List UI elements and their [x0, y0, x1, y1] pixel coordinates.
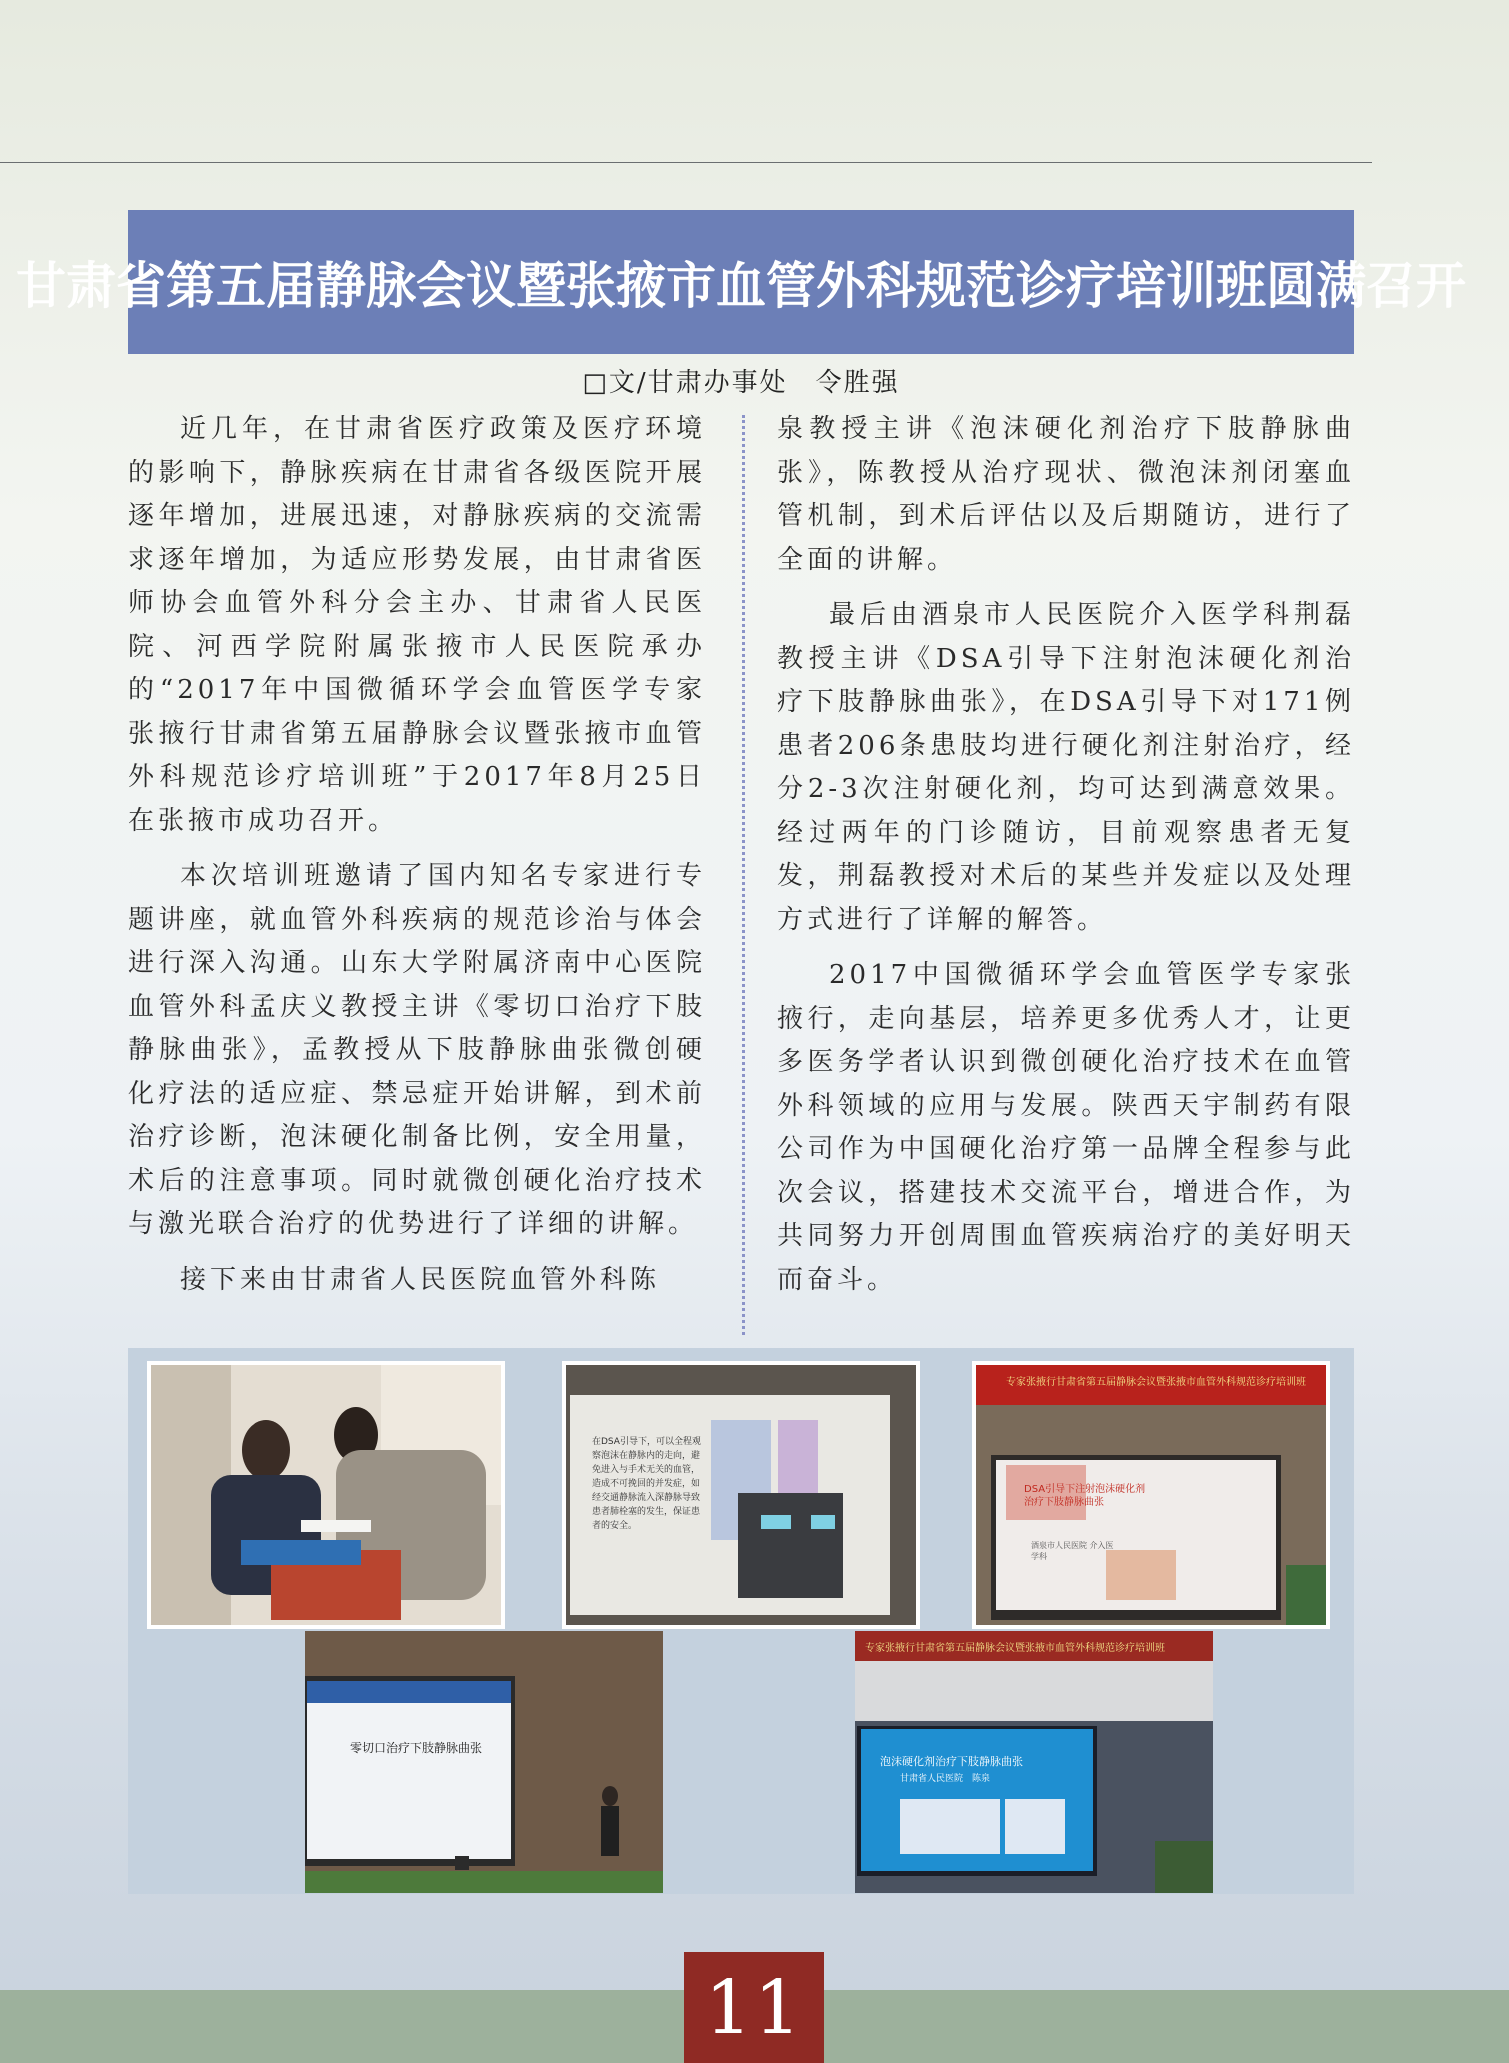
photo-registration — [147, 1361, 505, 1629]
photo-lecture-slide — [305, 1631, 663, 1893]
slide-title-text: 零切口治疗下肢静脉曲张 — [350, 1741, 483, 1755]
photo-auditorium-dsa — [972, 1361, 1330, 1629]
slide-banner-text: 专家张掖行甘肃省第五届静脉会议暨张掖市血管外科规范诊疗培训班 — [865, 1643, 1165, 1654]
lecture-room-image — [305, 1631, 663, 1893]
header-rule — [0, 162, 1372, 163]
paragraph: 接下来由甘肃省人民医院血管外科陈 — [180, 1264, 661, 1295]
photo-panel — [128, 1348, 1354, 1894]
slide-subtitle-text: 甘肃省人民医院 陈泉 — [900, 1774, 991, 1784]
slide-subtitle-text: 酒泉市人民医院 介入医学科 — [1031, 1541, 1114, 1561]
registration-scene-image — [151, 1365, 501, 1625]
page-number-box — [684, 1952, 824, 2063]
slide-bullet-text: 在DSA引导下，可以全程观察泡沫在静脉内的走向，避免进入与手术无关的血管，造成不可挽回的并发症，如经交通静脉流入深静脉导致患者肺栓塞的发生，保证患者的安全。 — [592, 1437, 701, 1531]
photo-foam-slide — [855, 1631, 1213, 1893]
paragraph: 本次培训班邀请了国内知名专家进行专题讲座，就血管外科疾病的规范诊治与体会进行深入沟通。山东大学附属济南中心医院血管外科孟庆义教授主讲《零切口治疗下肢静脉曲张》，孟教授从下肢静脉曲张微创硬化疗法的适应症、禁忌症开始讲解，到术前治疗诊断，泡沫硬化制备比例，安全用量，术后的注意事项。同时就微创硬化治疗技术与激光联合治疗的优势进行了详细的讲解。 — [128, 861, 706, 1239]
paragraph: 近几年，在甘肃省医疗政策及医疗环境的影响下，静脉疾病在甘肃省各级医院开展逐年增加，进展迅速，对静脉疾病的交流需求逐年增加，为适应形势发展，由甘肃省医师协会血管外科分会主办、甘肃省人民医院、河西学院附属张掖市人民医院承办的“2017年中国微循环学会血管医学专家张掖行甘肃省第五届静脉会议暨张掖市血管外科规范诊疗培训班”于2017年8月25日在张掖市成功召开。 — [128, 414, 706, 836]
slide-banner-text: 专家张掖行甘肃省第五届静脉会议暨张掖市血管外科规范诊疗培训班 — [1006, 1377, 1306, 1388]
slide-title-text: 泡沫硬化剂治疗下肢静脉曲张 — [880, 1755, 1023, 1768]
article-title: 甘肃省第五届静脉会议暨张掖市血管外科规范诊疗培训班圆满召开 — [16, 257, 1466, 315]
paragraph: 泉教授主讲《泡沫硬化剂治疗下肢静脉曲张》，陈教授从治疗现状、微泡沫剂闭塞血管机制，到术后评估以及后期随访，进行了全面的讲解。 — [777, 414, 1355, 575]
right-column — [777, 408, 1355, 1314]
title-banner — [16, 210, 1466, 354]
left-column — [128, 408, 706, 1314]
paragraph: 2017中国微循环学会血管医学专家张掖行，走向基层，培养更多优秀人才，让更多医务学者认识到微创硬化治疗技术在血管外科领域的应用与发展。陕西天宇制药有限公司作为中国硬化治疗第一品牌全程参与此次会议，搭建技术交流平台，增进合作，为共同努力开创周围血管疾病治疗的美好明天而奋斗。 — [777, 960, 1355, 1295]
page-number: 11 — [704, 1964, 804, 2051]
byline: □文/甘肃办事处 令胜强 — [582, 368, 900, 398]
photo-dsa-slide — [562, 1361, 920, 1629]
column-divider — [742, 415, 745, 1335]
paragraph: 最后由酒泉市人民医院介入医学科荆磊教授主讲《DSA引导下注射泡沫硬化剂治疗下肢静脉曲张》，在DSA引导下对171例患者206条患肢均进行硬化剂注射治疗，经分2-3次注射硬化剂，均可达到满意效果。经过两年的门诊随访，目前观察患者无复发，荆磊教授对术后的某些并发症以及处理方式进行了详解的解答。 — [777, 600, 1355, 935]
slide-title-text: DSA引导下注射泡沫硬化剂治疗下肢静脉曲张 — [1024, 1484, 1146, 1508]
